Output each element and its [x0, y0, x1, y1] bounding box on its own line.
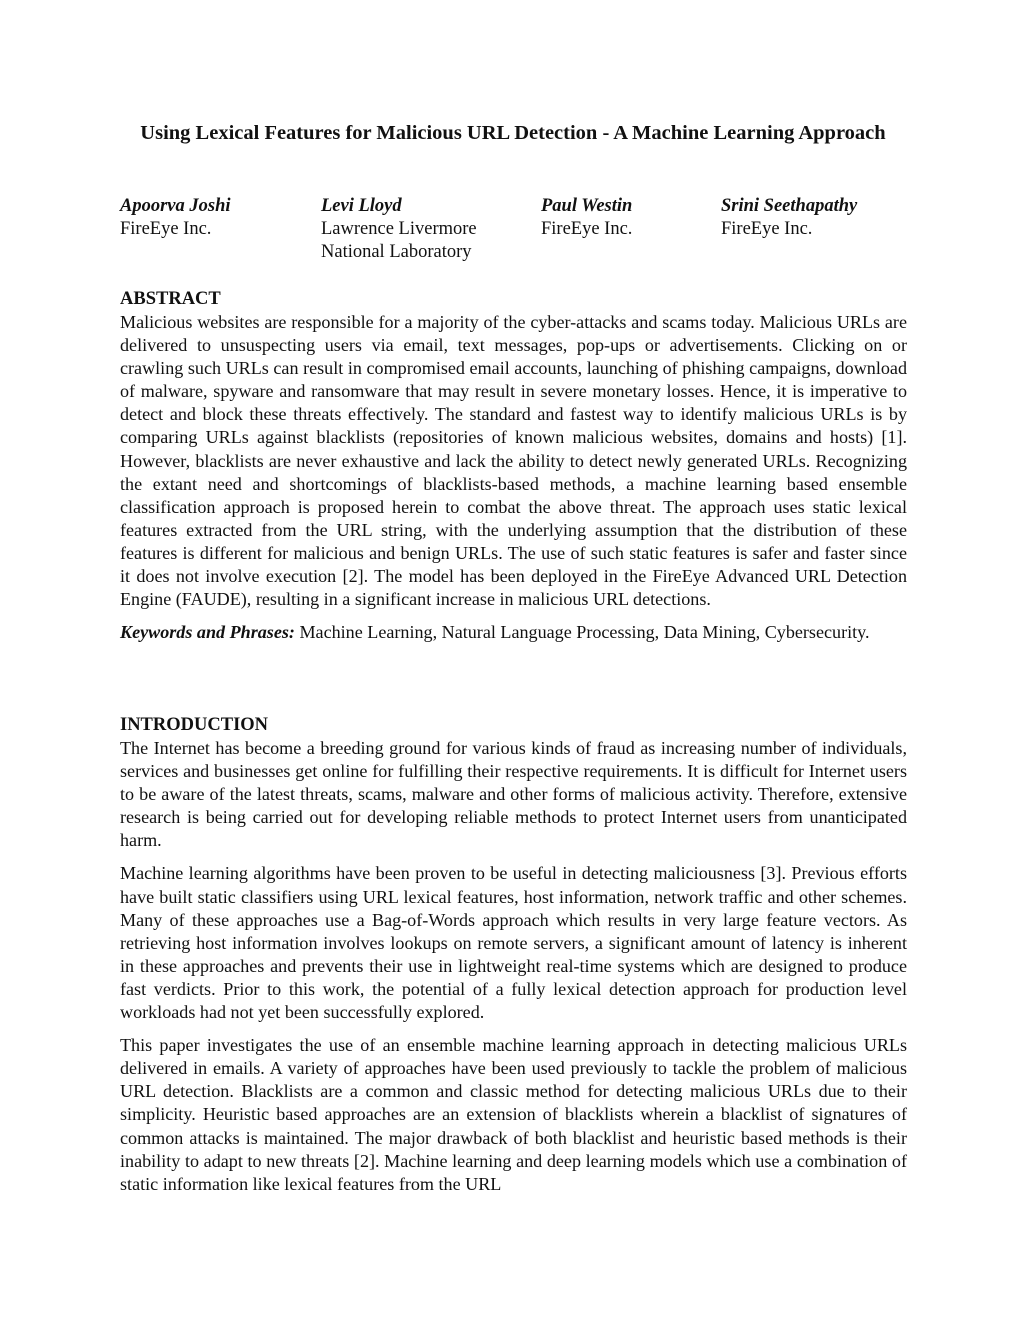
- author-name: Apoorva Joshi: [120, 196, 231, 216]
- keywords-text: Machine Learning, Natural Language Processing, Data Mining, Cybersecurity.: [294, 622, 870, 643]
- keywords: [120, 621, 907, 644]
- introduction-heading: INTRODUCTION: [120, 715, 269, 735]
- introduction-section: [120, 714, 907, 1196]
- abstract-heading: ABSTRACT: [120, 289, 221, 309]
- intro-paragraph: The Internet has become a breeding ground for various kinds of fraud as increasing number of individuals, services and businesses get online for fulfilling their respective requirements. It is difficult for Internet users to be aware of the latest threats, scams, malware and other forms of malicious activity. Therefore, extensive research is being carried out for developing reliable methods to protect Internet users from unanticipated harm.: [120, 738, 907, 851]
- author-name: Paul Westin: [541, 196, 633, 216]
- author-affiliation: FireEye Inc.: [721, 219, 813, 239]
- author-name: Levi Lloyd: [321, 196, 402, 216]
- keywords-label: Keywords and Phrases:: [120, 622, 295, 643]
- author-3: [541, 195, 632, 241]
- author-4: [721, 195, 857, 241]
- author-2: [321, 195, 511, 264]
- author-affiliation: FireEye Inc.: [541, 219, 633, 239]
- author-name: Srini Seethapathy: [721, 196, 858, 216]
- intro-paragraph: Machine learning algorithms have been proven to be useful in detecting maliciousness [3]. Previous efforts have built static classifiers using URL lexical features, host information, network traffic and other schemes. Many of these approaches use a Bag-of-Words approach which results in very large feature vectors. As retrieving host information involves lookups on remote servers, a significant amount of latency is inherent in these approaches and prevents their use in lightweight real-time systems which are designed to produce fast verdicts. Prior to this work, the potential of a fully lexical detection approach for production level workloads had not yet been successfully explored.: [120, 863, 907, 1023]
- author-affiliation: FireEye Inc.: [120, 219, 212, 239]
- abstract-section: [120, 288, 907, 644]
- abstract-text: Malicious websites are responsible for a majority of the cyber-attacks and scams today. Malicious URLs are delivered to unsuspecting users via email, text messages, pop-ups or advertisements. Clicking on or crawling such URLs can result in compromised email accounts, launching of phishing campaigns, download of malware, spyware and ransomware that may result in severe monetary losses. Hence, it is imperative to detect and block these threats effectively. The standard and fastest way to identify malicious URLs is by comparing URLs against blacklists (repositories of known malicious websites, domains and hosts) [1]. However, blacklists are never exhaustive and lack the ability to detect newly generated URLs. Recognizing the extant need and shortcomings of blacklists-based methods, a machine learning based ensemble classification approach is proposed herein to combat the above threat. The approach uses static lexical features extracted from the URL string, with the underlying assumption that the distribution of these features is different for malicious and benign URLs. The use of such static features is safer and faster since it does not involve execution [2]. The model has been deployed in the FireEye Advanced URL Detection Engine (FAUDE), resulting in a significant increase in malicious URL detections.: [120, 312, 907, 610]
- author-1: [120, 195, 231, 241]
- author-affiliation: Lawrence Livermore National Laboratory: [321, 219, 477, 262]
- paper-title: Using Lexical Features for Malicious URL Detection - A Machine Learning Approach: [140, 122, 886, 144]
- intro-paragraph: This paper investigates the use of an ensemble machine learning approach in detecting malicious URLs delivered in emails. A variety of approaches have been used previously to tackle the problem of malicious URL detection. Blacklists are a common and classic method for detecting malicious URLs due to their simplicity. Heuristic based approaches are an extension of blacklists wherein a blacklist of signatures of common attacks is maintained. The major drawback of both blacklist and heuristic based methods is their inability to adapt to new threats [2]. Machine learning and deep learning models which use a combination of static information like lexical features from the URL: [120, 1035, 907, 1194]
